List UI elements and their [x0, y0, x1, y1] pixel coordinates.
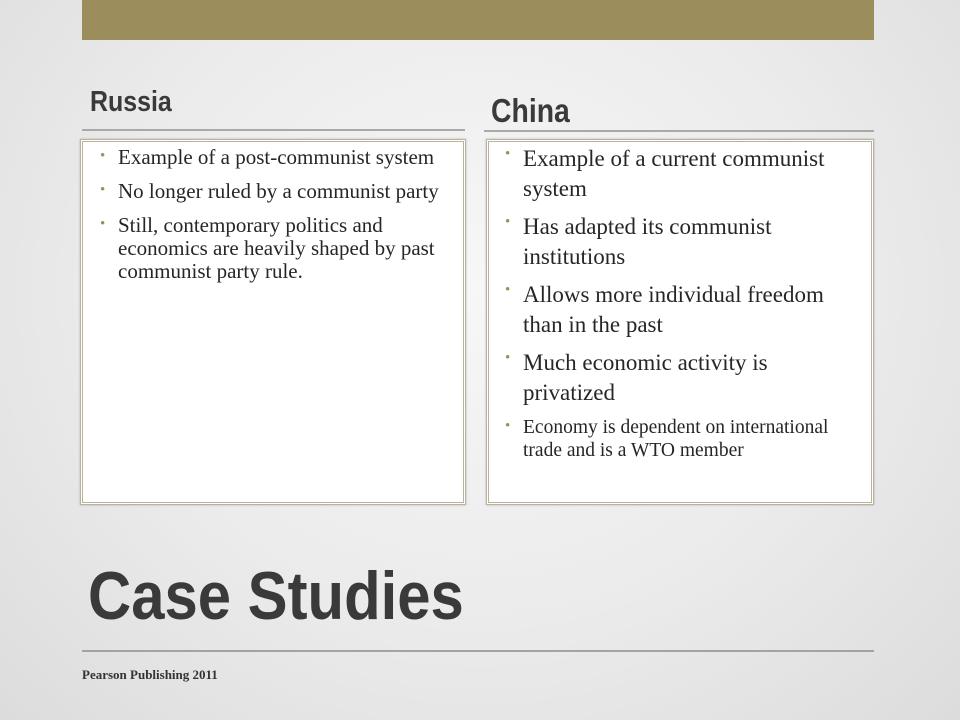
russia-heading: Russia [90, 86, 172, 118]
china-heading: China [491, 92, 570, 129]
bullet-text: Example of a post-communist system [118, 145, 435, 169]
russia-heading-rule [82, 129, 465, 131]
bullet-icon: • [505, 282, 511, 298]
footer-text: Pearson Publishing 2011 [82, 667, 218, 682]
china-heading-rule [484, 130, 874, 132]
list-item [503, 348, 857, 408]
bullet-text: Much economic activity is privatized [523, 350, 768, 405]
bullet-icon: • [505, 146, 511, 162]
list-item [503, 416, 857, 462]
russia-bullet-list [98, 146, 447, 294]
list-item [503, 144, 857, 204]
bullet-text: Still, contemporary politics and economics are heavily shaped by past communist party rule. [118, 213, 435, 283]
bullet-text: Example of a current communist system [523, 146, 825, 201]
list-item [503, 280, 857, 340]
top-accent-bar [82, 0, 874, 40]
bullet-text: Allows more individual freedom than in the past [523, 282, 824, 337]
bullet-icon: • [100, 148, 106, 164]
bullet-icon: • [100, 182, 106, 198]
bullet-text: Has adapted its communist institutions [523, 214, 772, 269]
bullet-icon: • [100, 216, 106, 232]
bullet-icon: • [505, 214, 511, 230]
russia-content-box [80, 139, 466, 505]
page-title: Case Studies [88, 558, 464, 634]
bullet-icon: • [505, 350, 511, 366]
china-bullet-list [503, 144, 857, 462]
list-item [98, 214, 447, 283]
china-content-box [486, 139, 874, 505]
list-item [98, 180, 447, 203]
bullet-text: Economy is dependent on international trade and is a WTO member [523, 417, 829, 461]
bullet-icon: • [505, 418, 511, 434]
bullet-text: No longer ruled by a communist party [118, 179, 439, 203]
list-item [503, 212, 857, 272]
list-item [98, 146, 447, 169]
footer-rule [82, 650, 874, 652]
